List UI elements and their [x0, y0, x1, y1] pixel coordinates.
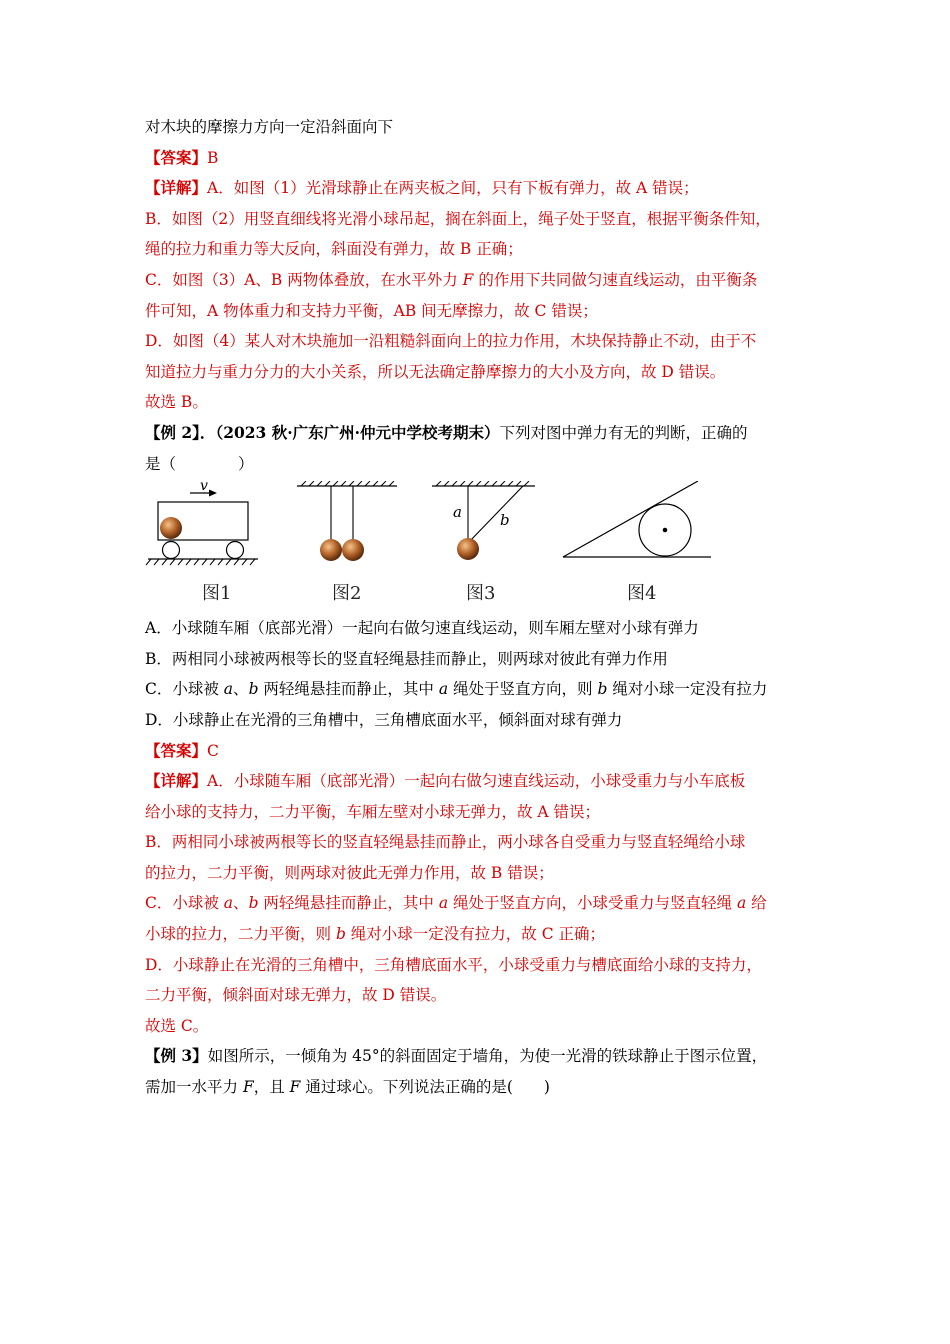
detail-tag: 【详解】	[145, 771, 208, 791]
fig3-label-b: b	[500, 511, 510, 530]
fig2-ball-left	[320, 539, 342, 561]
fig3-ball	[457, 538, 479, 560]
ex3-tag: 【例 3】	[145, 1046, 208, 1066]
document-page	[145, 112, 815, 1103]
ex2-stem-line2: 是（ ）	[145, 454, 254, 473]
fig1-ball	[160, 517, 182, 539]
prev-answer-line	[145, 143, 815, 174]
ex2-stem-line1: 【例 2】．（2023 秋·广东广州·仲元中学校考期末）下列对图中弹力有无的判断，正确的	[145, 422, 748, 442]
ex2-figure	[145, 481, 815, 609]
ex3-stem-line1: 【例 3】如图所示，一倾角为 45°的斜面固定于墙角，为使一光滑的铁球静止于图示位置，	[145, 1046, 768, 1066]
fig3-label-a: a	[453, 503, 462, 522]
ex2-answer-line	[145, 736, 815, 767]
answer-value: C	[207, 741, 219, 760]
fig4-triangular-groove	[563, 481, 711, 557]
fig1-v-label: v	[200, 481, 208, 495]
prev-detail-d2: 知道拉力与重力分力的大小关系，所以无法确定静摩擦力的大小及方向，故 D 错误。	[145, 362, 726, 381]
answer-tag: 【答案】	[145, 740, 208, 760]
fig1-wheel-right	[227, 542, 244, 559]
fig2-hanging-balls	[297, 481, 397, 561]
ex3-stem-line2: 需加一水平力 F，且 F 通过球心。下列说法正确的是( )	[145, 1078, 550, 1097]
prev-detail-a: 【详解】A．如图（1）光滑球静止在两夹板之间，只有下板有弹力，故 A 错误；	[145, 178, 699, 198]
ex2-detail-c1: C．小球被 a、b 两轻绳悬挂而静止，其中 a 绳处于竖直方向，小球受重力与竖直轻绳 a 给	[145, 894, 767, 913]
prev-tail: 对木块的摩擦力方向一定沿斜面向下	[145, 118, 394, 136]
answer-tag: 【答案】	[145, 147, 208, 167]
ex2-detail-b2: 的拉力，二力平衡，则两球对彼此无弹力作用，故 B 错误；	[145, 863, 554, 882]
fig2-caption: 图2	[332, 583, 362, 605]
prev-detail-d1: D．如图（4）某人对木块施加一沿粗糙斜面向上的拉力作用，木块保持静止不动，由于不	[145, 332, 757, 351]
detail-tag: 【详解】	[145, 178, 208, 198]
ex2-option-a: A．小球随车厢（底部光滑）一起向右做匀速直线运动，则车厢左壁对小球有弹力	[145, 619, 699, 638]
fig1-wheel-left	[163, 542, 180, 559]
ex2-detail-a2: 给小球的支持力，二力平衡，车厢左壁对小球无弹力，故 A 错误；	[145, 802, 601, 821]
fig3-caption: 图3	[466, 583, 496, 605]
prev-detail-c2: 件可知，A 物体重力和支持力平衡，AB 间无摩擦力，故 C 错误；	[145, 301, 598, 320]
fig1-cart	[146, 481, 258, 565]
prev-detail-b2: 绳的拉力和重力等大反向，斜面没有弹力，故 B 正确；	[145, 240, 523, 259]
ex2-option-c: C．小球被 a、b 两轻绳悬挂而静止，其中 a 绳处于竖直方向，则 b 绳对小球一定没有拉力	[145, 680, 768, 699]
fig4-caption: 图4	[627, 583, 657, 605]
fig2-ball-right	[342, 539, 364, 561]
fig3-two-ropes	[432, 481, 535, 560]
prev-detail-b1: B．如图（2）用竖直细线将光滑小球吊起，搁在斜面上，绳子处于竖直，根据平衡条件知，	[145, 209, 771, 228]
fig1-caption: 图1	[202, 583, 232, 605]
prev-detail-c1: C．如图（3）A、B 两物体叠放，在水平外力 F 的作用下共同做匀速直线运动，由平衡条	[145, 270, 758, 289]
prev-choose: 故选 B。	[145, 393, 208, 412]
ex2-option-b: B．两相同小球被两根等长的竖直轻绳悬挂而静止，则两球对彼此有弹力作用	[145, 649, 668, 668]
fig3-rope-b	[468, 486, 523, 543]
ex2-detail-b1: B．两相同小球被两根等长的竖直轻绳悬挂而静止，两小球各自受重力与竖直轻绳给小球	[145, 833, 746, 852]
ex2-choose: 故选 C。	[145, 1016, 209, 1035]
ex2-detail-d2: 二力平衡，倾斜面对球无弹力，故 D 错误。	[145, 986, 447, 1005]
ex2-source: （2023 秋·广东广州·仲元中学校考期末）	[215, 422, 500, 442]
ex2-detail-d1: D．小球静止在光滑的三角槽中，三角槽底面水平，小球受重力与槽底面给小球的支持力，	[145, 955, 762, 974]
ex2-detail-c2: 小球的拉力，二力平衡，则 b 绳对小球一定没有拉力，故 C 正确；	[145, 925, 606, 944]
answer-value: B	[207, 148, 219, 167]
ex2-option-d: D．小球静止在光滑的三角槽中，三角槽底面水平，倾斜面对球有弹力	[145, 710, 623, 729]
ex2-detail-a1: 【详解】A．小球随车厢（底部光滑）一起向右做匀速直线运动，小球受重力与小车底板	[145, 771, 746, 791]
ex2-tag: 【例 2】．	[145, 422, 216, 442]
